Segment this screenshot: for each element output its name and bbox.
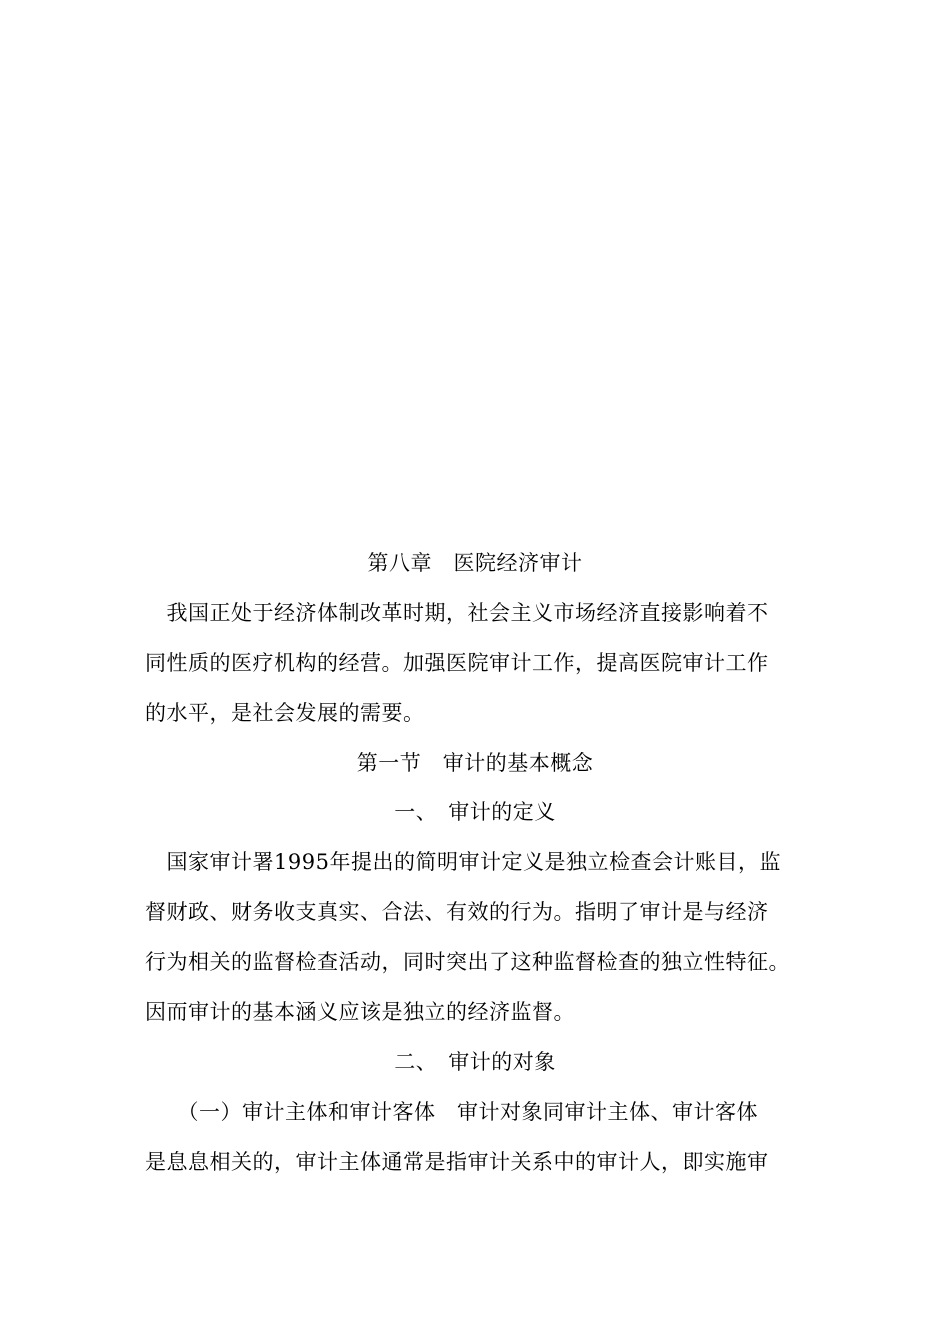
paragraph-line: 是息息相关的，审计主体通常是指审计关系中的审计人，即实施审 <box>145 1150 769 1174</box>
paragraph-line: 行为相关的监督检查活动，同时突出了这种监督检查的独立性特征。 <box>145 950 790 974</box>
paragraph-line: 同性质的医疗机构的经营。加强医院审计工作，提高医院审计工作 <box>145 651 769 675</box>
chapter-title: 第八章 医院经济审计 <box>367 551 583 575</box>
paragraph-line: 因而审计的基本涵义应该是独立的经济监督。 <box>145 1000 575 1024</box>
paragraph-line: 国家审计署1995年提出的简明审计定义是独立检查会计账目，监 <box>145 850 781 874</box>
paragraph-line: 我国正处于经济体制改革时期，社会主义市场经济直接影响着不 <box>145 601 769 625</box>
paragraph-line: 督财政、财务收支真实、合法、有效的行为。指明了审计是与经济 <box>145 900 769 924</box>
paragraph-line: （一）审计主体和审计客体 审计对象同审计主体、审计客体 <box>145 1100 758 1124</box>
subsection-title: 一、 审计的定义 <box>394 800 556 824</box>
subsection-title: 二、 审计的对象 <box>394 1050 556 1074</box>
paragraph-line: 的水平，是社会发展的需要。 <box>145 701 425 725</box>
section-title: 第一节 审计的基本概念 <box>356 751 594 775</box>
